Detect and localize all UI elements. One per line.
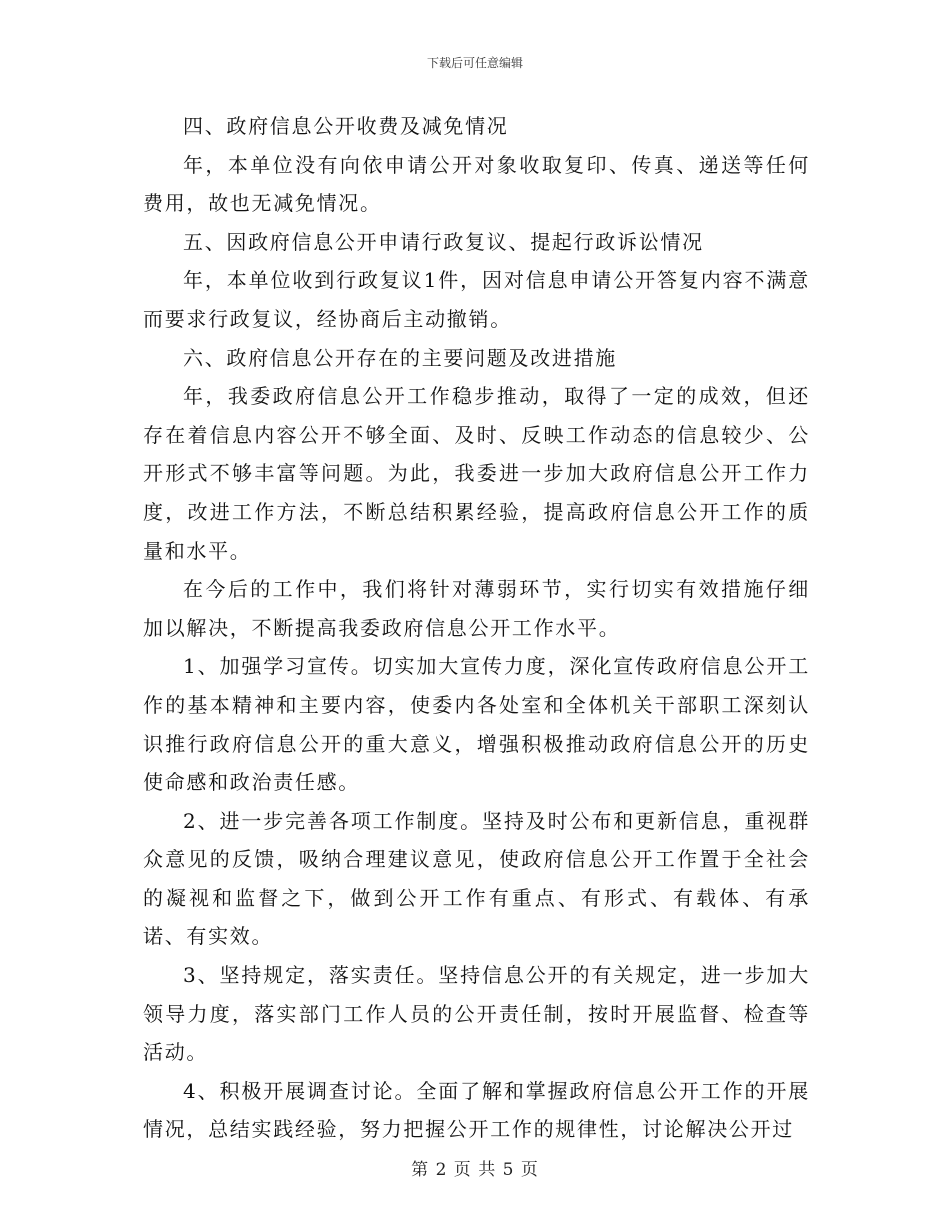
section-heading-4: 四、政府信息公开收费及减免情况 xyxy=(183,114,509,138)
section-heading-6: 六、政府信息公开存在的主要问题及改进措施 xyxy=(183,345,617,370)
section-heading-5: 五、因政府信息公开申请行政复议、提起行政诉讼情况 xyxy=(183,229,704,254)
page-header: 下载后可任意编辑 xyxy=(426,56,523,70)
paragraph: 在今后的工作中，我们将针对薄弱环节，实行切实有效措施仔细加以解决，不断提高我委政府信息公开工作水平。 xyxy=(143,577,810,640)
page-number: 第 2 页 共 5 页 xyxy=(411,1160,539,1180)
list-item-1: 1、加强学习宣传。切实加大宣传力度，深化宣传政府信息公开工作的基本精神和主要内容，使委内各处室和全体机关干部职工深刻认识推行政府信息公开的重大意义，增强积极推动政府信息公开的历史使命感和政治责任感。 xyxy=(143,654,810,795)
paragraph: 年，本单位收到行政复议1件，因对信息申请公开答复内容不满意而要求行政复议，经协商后主动撤销。 xyxy=(143,268,810,331)
paragraph: 年，本单位没有向依申请公开对象收取复印、传真、递送等任何费用，故也无减免情况。 xyxy=(143,152,810,216)
list-item-3: 3、坚持规定，落实责任。坚持信息公开的有关规定，进一步加大领导力度，落实部门工作人员的公开责任制，按时开展监督、检查等活动。 xyxy=(143,963,810,1065)
list-item-2: 2、进一步完善各项工作制度。坚持及时公布和更新信息，重视群众意见的反馈，吸纳合理建议意见，使政府信息公开工作置于全社会的凝视和监督之下，做到公开工作有重点、有形式、有载体、有承诺、有实效。 xyxy=(143,808,810,949)
paragraph: 年，我委政府信息公开工作稳步推动，取得了一定的成效，但还存在着信息内容公开不够全面、及时、反映工作动态的信息较少、公开形式不够丰富等问题。为此，我委进一步加大政府信息公开工作力度，改进工作方法，不断总结积累经验，提高政府信息公开工作的质量和水平。 xyxy=(143,384,810,563)
list-item-4: 4、积极开展调查讨论。全面了解和掌握政府信息公开工作的开展情况，总结实践经验，努力把握公开工作的规律性，讨论解决公开过 xyxy=(143,1078,810,1142)
document-body xyxy=(143,107,810,1149)
page-footer xyxy=(0,1155,950,1180)
